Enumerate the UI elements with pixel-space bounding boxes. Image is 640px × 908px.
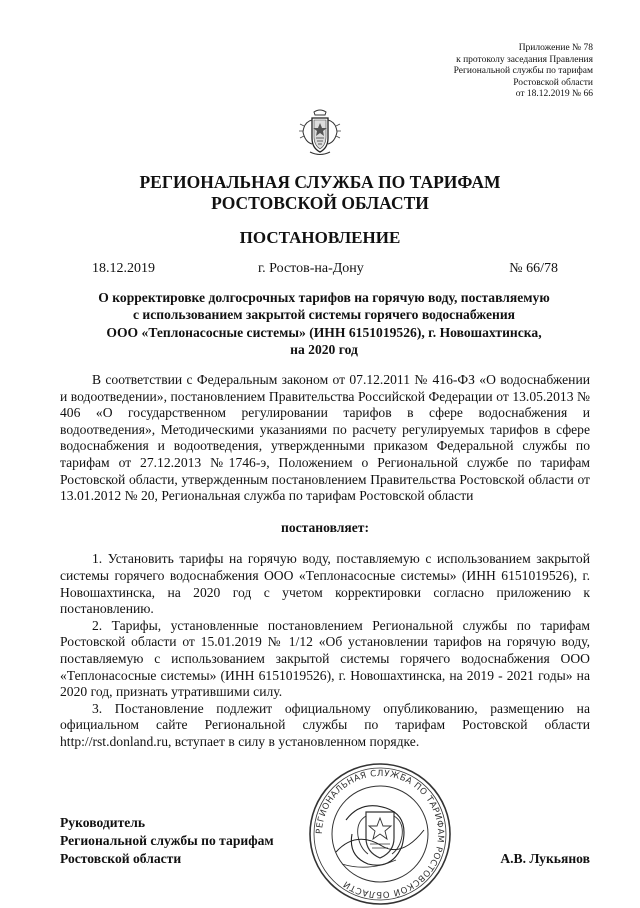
resolves-heading: постановляет: — [281, 519, 369, 535]
appendix-line: Ростовской области — [513, 77, 593, 88]
org-line-2: РОСТОВСКОЙ ОБЛАСТИ — [211, 193, 429, 213]
resolution-item-1: 1. Установить тарифы на горячую воду, поставляемую с использованием закрытой системы горячего водоснабжения ООО «Теплонасосные системы» (ИНН 6151019526), г. Новошахтинска, на 2020 год с учетом корректировки согласно приложению к постановлению. — [60, 551, 590, 617]
appendix-line: от 18.12.2019 № 66 — [515, 89, 593, 100]
appendix-line: к протоколу заседания Правления — [456, 54, 593, 65]
org-line-1: РЕГИОНАЛЬНАЯ СЛУЖБА ПО ТАРИФАМ — [139, 172, 501, 192]
document-meta — [92, 260, 558, 277]
subject-line: ООО «Теплонасосные системы» (ИНН 6151019526), г. Новошахтинска, — [106, 324, 542, 340]
document-city: г. Ростов-на-Дону — [258, 261, 364, 276]
document-subject — [60, 289, 588, 359]
organization-name — [0, 172, 640, 214]
signer-title-line-1: Руководитель — [60, 815, 146, 830]
official-seal-icon — [306, 760, 454, 908]
document-body — [60, 372, 590, 750]
signer-title-line-2: Региональной службы по тарифам — [60, 833, 274, 848]
subject-line: О корректировке долгосрочных тарифов на горячую воду, поставляемую — [98, 290, 550, 305]
signer-title-line-3: Ростовской области — [60, 851, 182, 866]
preamble-paragraph: В соответствии с Федеральным законом от 07.12.2011 № 416-ФЗ «О водоснабжении и водоотведении», постановлением Правительства Российской Федерации от 13.05.2013 № 406 «О государственном регулировании тарифов в сфере водоснабжения и водоотведения», Методическими указаниями по расчету регулируемых тарифов в сфере водоснабжения и водоотведения, утвержденными приказом Федеральной службы по тарифам от 27.12.2013 №1746-э, Положением о Региональной службе по тарифам Ростовской области, утвержденным постановлением Правительства Ростовской области от 13.01.2012 № 20, Региональная служба по тарифам Ростовской области — [60, 372, 590, 504]
resolution-item-2: 2. Тарифы, установленные постановлением Региональной службы по тарифам Ростовской области от 15.01.2019 № 1/12 «Об установлении тарифов на горячую воду, поставляемую с использованием закрытой системы горячего водоснабжения ООО «Теплонасосные системы» (ИНН 6151019526), г. Новошахтинска, на 2019 - 2021 годы» на 2020 год, признать утратившими силу. — [60, 617, 590, 700]
seal-text: РЕГИОНАЛЬНАЯ СЛУЖБА ПО ТАРИФАМ РОСТОВСКОЙ ОБЛАСТИ — [314, 768, 446, 900]
resolution-item-3: 3. Постановление подлежит официальному опубликованию, размещению на официальном сайте Региональной службы по тарифам Ростовской области http://rst.donland.ru, вступает в силу в установленном порядке. — [60, 700, 590, 749]
appendix-line: Приложение № 78 — [518, 43, 593, 53]
document-date: 18.12.2019 — [92, 261, 155, 276]
subject-line: с использованием закрытой системы горячего водоснабжения — [132, 307, 516, 323]
document-type: ПОСТАНОВЛЕНИЕ — [239, 228, 401, 247]
signature-block — [60, 814, 274, 868]
document-number: № 66/78 — [509, 261, 558, 276]
coat-of-arms-icon — [298, 108, 342, 158]
signer-name: А.В. Лукьянов — [500, 851, 590, 866]
subject-line: на 2020 год — [290, 342, 358, 358]
appendix-note — [333, 43, 593, 101]
appendix-line: Региональной службы по тарифам — [453, 66, 593, 77]
